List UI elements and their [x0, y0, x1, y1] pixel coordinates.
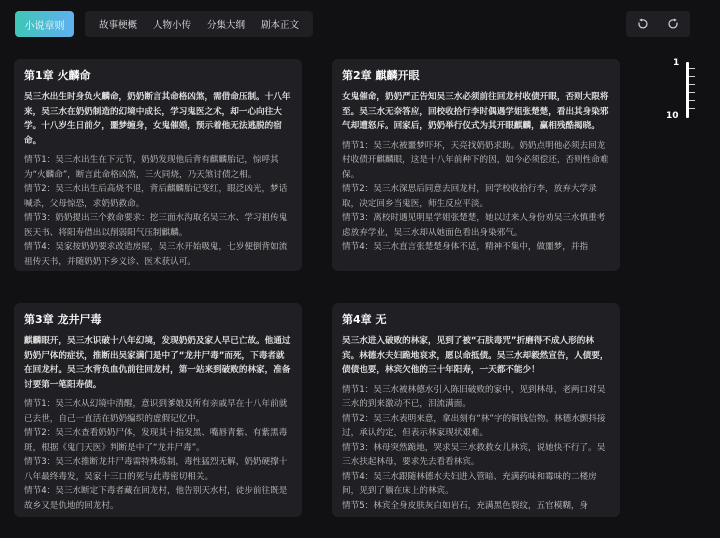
plot-item: 情节2：吴三水深思后同意去回龙村，回学校收拾行李，放弃大学录取，决定回乡当鬼医，师生反应平淡。 [342, 184, 597, 209]
chapter-title: 第1章 火麟命 [24, 69, 91, 82]
top-toolbar [15, 11, 313, 37]
plot-item: 情节4：吴三水跟随林德水夫妇进入管暗、充满药味和霉味的二楼房间，见到了躺在床上的林宾。 [342, 471, 597, 496]
plot-item: 情节4：吴三水断定下毒者藏在回龙村，他告别天水村，徒步前往既是故乡又是仇地的回龙村。 [24, 486, 288, 511]
history-controls [626, 11, 690, 37]
zoom-track[interactable] [686, 62, 689, 118]
chapter-summary: 女鬼催命，奶奶严正告知吴三水必须前往回龙村收债开眼，否则大限将至。吴三水无奈答应，回校收拾行李时偶遇学姐张楚楚，看出其身染邪气却遭怒斥。回家后，奶奶举行仪式为其开眼麒麟，赢相残酷揭晓。 [342, 92, 609, 131]
undo-icon[interactable] [635, 17, 649, 31]
zoom-tick [689, 100, 695, 101]
zoom-top-label: 1 [673, 58, 680, 68]
tab-group [85, 11, 313, 37]
tab-story-synopsis[interactable]: 故事梗概 [99, 20, 138, 31]
plot-item: 情节3：林母突然跪地，哭求吴三水救救女儿林宾，说她快不行了。吴三水扶起林母，要求先去看看林宾。 [342, 442, 606, 467]
chapter-card-2[interactable] [332, 59, 620, 271]
plot-item: 情节2：吴三水查看奶奶尸体，发现其十指发黑、嘴唇青紫、有紫黑毒斑，根据《鬼门天医》判断是中了“龙井尸毒”。 [24, 428, 288, 453]
zoom-bottom-label: 10 [666, 111, 679, 121]
chapter-summary: 麒麟眼开，吴三水识破十八年幻境，发现奶奶及家人早已亡故。他通过奶奶尸体的症状，推断出吴家满门是中了“龙井尸毒”而死，下毒者就在回龙村。吴三水背负血仇前往回龙村，第一站来到破败的林家，准备讨要第一笔阳寿债。 [24, 336, 291, 390]
plot-item: 情节3：吴三水推断龙井尸毒需特殊炼制，毒性猛烈无解，奶奶硬撑十八年最终毒发，吴家十三口的死与此毒密切相关。 [24, 457, 288, 482]
tab-script-text[interactable]: 剧本正文 [261, 20, 300, 31]
tab-episode-outline[interactable]: 分集大纲 [207, 20, 246, 31]
plot-item: 情节1：吴三水被噩梦吓坏，天亮找奶奶求助。奶奶点明他必须去回龙村收债开麒麟眼，这是十八年前种下的因，如今必须偿还，否则性命难保。 [342, 140, 609, 180]
plot-item: 情节1：吴三水被林德水引入陈旧破败的家中，见到林母，老两口对吴三水的到来激动不已，泪流满面。 [342, 384, 606, 409]
plot-item: 情节4：吴三水直言张楚楚身体不适，精神不集中，做噩梦，并指 [342, 242, 589, 252]
redo-icon[interactable] [667, 17, 681, 31]
chapter-title: 第3章 龙井尸毒 [24, 313, 102, 326]
plot-item: 情节5：林宾全身皮肤灰白如岩石，充满黑色裂纹，五官模糊，身 [342, 500, 589, 511]
plot-item: 情节4：吴家按奶奶要求改造房屋，吴三水开始吸鬼，七岁便倒背如流祖传天书，并随奶奶下乡义诊、医术获认可。 [24, 242, 288, 267]
plot-item: 情节1：吴三水从幻境中清醒，意识到爹娘及所有亲戚早在十八年前就已去世，自己一直活在奶奶编织的虚假记忆中。 [24, 399, 288, 424]
chapter-summary: 吴三水进入破败的林家，见到了被“石肤毒咒”折磨得不成人形的林宾。林德水夫妇跪地哀求，愿以命抵债。吴三水却毅然宣告，人债要，债债也要，林宾欠他的三十年阳寿，一天都不能少！ [342, 336, 609, 375]
plot-item: 情节3：奶奶提出三个救命要求：挖三面水沟取名吴三水、学习祖传鬼医天书、将阳寿借出以削弱阳气压制麒麟。 [24, 213, 288, 238]
zoom-tick [689, 84, 695, 85]
chapter-card-3[interactable] [14, 303, 302, 517]
zoom-tick [689, 108, 695, 109]
chapter-card-1[interactable] [14, 59, 302, 271]
chapter-title: 第4章 无 [342, 313, 387, 326]
zoom-tick [689, 68, 695, 69]
plot-item: 情节1：吴三水出生在下元节，奶奶发现他后背有麒麟胎记，惊呼其为“火麟命”，断言此命格凶煞，三火同烧，乃天煞讨债之相。 [24, 155, 279, 180]
zoom-slider[interactable] [660, 58, 700, 124]
zoom-tick [689, 92, 695, 93]
tab-novel-chapters[interactable]: 小说章则 [15, 11, 74, 37]
plot-item: 情节2：吴三水表明来意，拿出刻有“林”字的铜钱信物。林德水颤抖接过，承认约定，但表示林家现状艰难。 [342, 413, 606, 438]
plot-item: 情节2：吴三水出生后高烧不退，背后麒麟胎记变红，眼泛凶光，梦话喊杀，父母惊恐，求奶奶救命。 [24, 184, 288, 209]
chapter-summary: 吴三水出生时身负火麟命，奶奶断言其命格凶煞，需借命压制。十八年来，吴三水在奶奶制造的幻境中成长，学习鬼医之术，却一心向往大学。十八岁生日前夕，噩梦缠身，女鬼催婚，预示着他无法逃脱的宿命。 [24, 92, 291, 146]
chapter-title: 第2章 麒麟开眼 [342, 69, 420, 82]
zoom-tick [689, 76, 695, 77]
plot-item: 情节3：离校时遇见明星学姐张楚楚，她以过来人身份劝吴三水慎重考虑放弃学业，吴三水却从她面色看出身染邪气。 [342, 213, 606, 238]
chapter-card-4[interactable] [332, 303, 620, 517]
tab-character-bios[interactable]: 人物小传 [153, 20, 192, 31]
